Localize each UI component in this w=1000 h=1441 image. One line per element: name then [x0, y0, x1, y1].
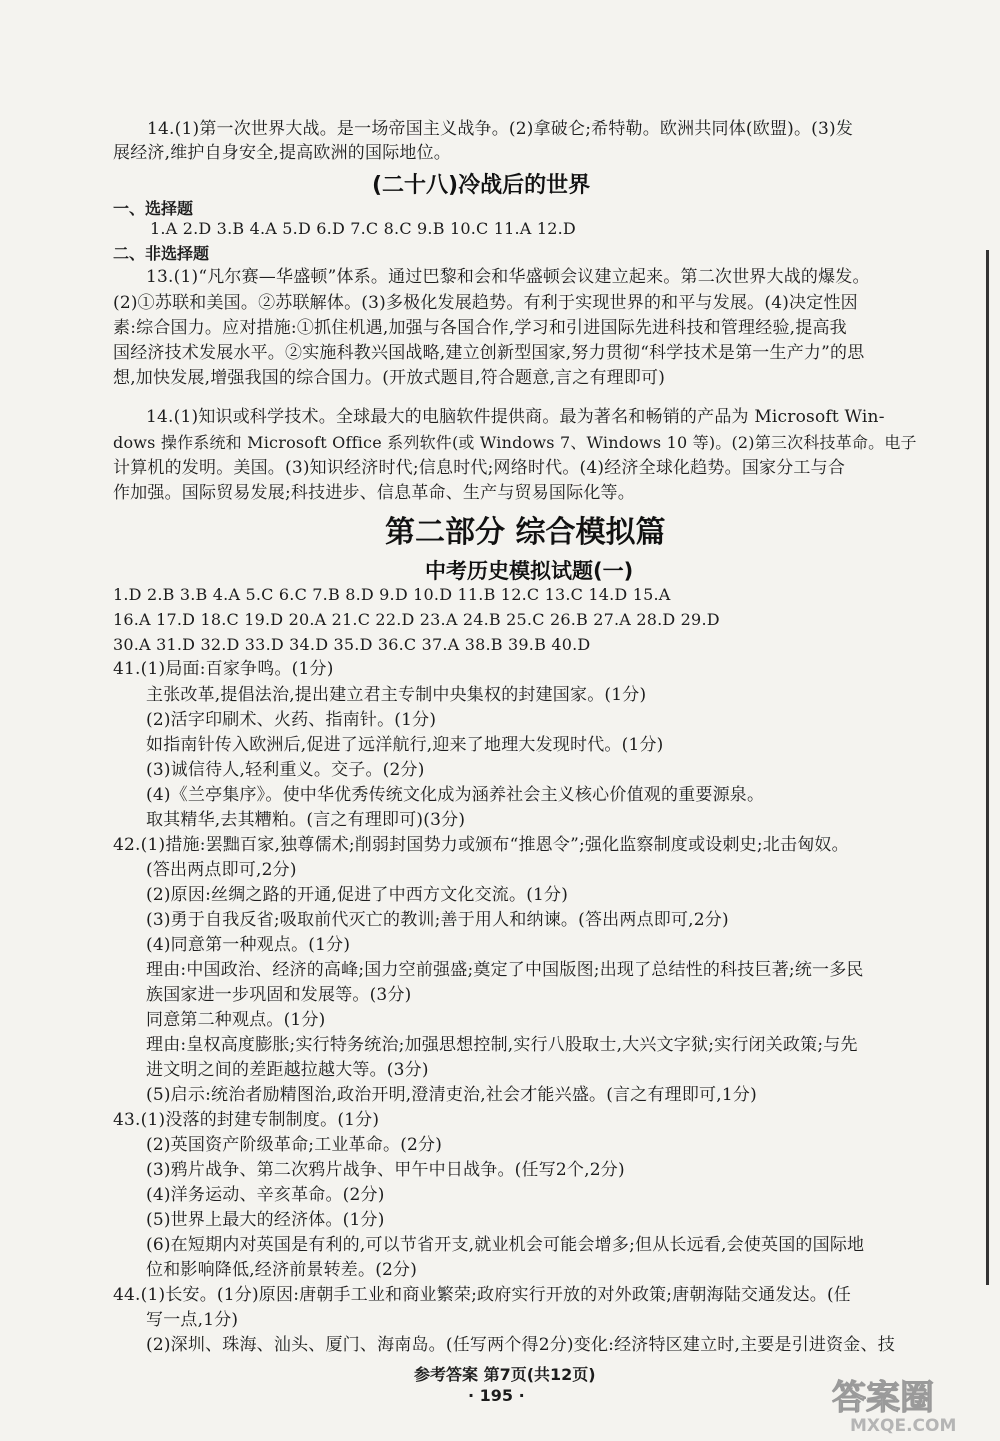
text-line: 展经济,维护自身安全,提高欧洲的国际地位。 [113, 143, 452, 163]
q41-line: 如指南针传入欧洲后,促进了远洋航行,迎来了地理大发现时代。(1分) [146, 735, 664, 755]
q42-line: (4)同意第一种观点。(1分) [146, 935, 351, 955]
q42-line: (2)原因:丝绸之路的开通,促进了中西方文化交流。(1分) [146, 885, 569, 905]
q42-line: (3)勇于自我反省;吸取前代灭亡的教训;善于用人和纳谏。(答出两点即可,2分) [146, 910, 729, 930]
footer-label: 参考答案 第7页(共12页) [414, 1365, 596, 1384]
q41-line: 41.(1)局面:百家争鸣。(1分) [113, 659, 334, 679]
q42-line: 理由:中国政治、经济的高峰;国力空前强盛;奠定了中国版图;出现了总结性的科技巨著;统一多民 [146, 960, 864, 980]
q44-line: 44.(1)长安。(1分)原因:唐朝手工业和商业繁荣;政府实行开放的对外政策;唐朝海陆交通发达。(任 [113, 1285, 852, 1305]
q42-line: 同意第二种观点。(1分) [146, 1010, 326, 1030]
text-line: 13.(1)“凡尔赛—华盛顿”体系。通过巴黎和会和华盛顿会议建立起来。第二次世界大战的爆发。 [146, 267, 870, 287]
q43-line: (4)洋务运动、辛亥革命。(2分) [146, 1185, 385, 1205]
answer-row: 1.D 2.B 3.B 4.A 5.C 6.C 7.B 8.D 9.D 10.D 11.B 12.C 13.C 14.D 15.A [113, 585, 671, 604]
exam-subtitle: 中考历史模拟试题(一) [425, 559, 634, 583]
text-line: dows 操作系统和 Microsoft Office 系列软件(或 Windows 7、Windows 10 等)。(2)第三次科技革命。电子 [113, 433, 917, 452]
watermark-url: MXQE.COM [850, 1416, 957, 1435]
page-number: · 195 · [468, 1386, 525, 1405]
q42-line: 42.(1)措施:罢黜百家,独尊儒术;削弱封国势力或颁布“推恩令”;强化监察制度或设刺史;北击匈奴。 [113, 835, 849, 855]
q43-line: (2)英国资产阶级革命;工业革命。(2分) [146, 1135, 443, 1155]
text-line: 作加强。国际贸易发展;科技进步、信息革命、生产与贸易国际化等。 [113, 483, 635, 503]
text-line: 想,加快发展,增强我国的综合国力。(开放式题目,符合题意,言之有理即可) [113, 368, 666, 388]
q43-line: (3)鸦片战争、第二次鸦片战争、甲午中日战争。(任写2个,2分) [146, 1160, 625, 1180]
q44-line: 写一点,1分) [146, 1310, 239, 1330]
answer-row: 30.A 31.D 32.D 33.D 34.D 35.D 36.C 37.A 38.B 39.B 40.D [113, 635, 591, 654]
watermark-logo [828, 1373, 988, 1435]
q41-line: (3)诚信待人,轻利重义。交子。(2分) [146, 760, 425, 780]
q41-line: 取其精华,去其糟粕。(言之有理即可)(3分) [146, 810, 466, 830]
watermark-icon [828, 1373, 988, 1435]
part-title: 第二部分 综合模拟篇 [385, 515, 666, 550]
q42-line: (答出两点即可,2分) [146, 860, 297, 880]
text-line: 14.(1)第一次世界大战。是一场帝国主义战争。(2)拿破仑;希特勒。欧洲共同体(欧盟)。(3)发 [147, 119, 854, 139]
choice-answers: 1.A 2.D 3.B 4.A 5.D 6.D 7.C 8.C 9.B 10.C 11.A 12.D [150, 219, 576, 238]
q43-line: 位和影响降低,经济前景转差。(2分) [146, 1260, 418, 1280]
watermark-text: 答案圈 [832, 1378, 934, 1418]
q43-line: (5)世界上最大的经济体。(1分) [146, 1210, 385, 1230]
q44-line: (2)深圳、珠海、汕头、厦门、海南岛。(任写两个得2分)变化:经济特区建立时,主要是引进资金、技 [146, 1335, 895, 1355]
section-title: (二十八)冷战后的世界 [372, 173, 591, 198]
q41-line: (2)活字印刷术、火药、指南针。(1分) [146, 710, 437, 730]
q43-line: (6)在短期内对英国是有利的,可以节省开支,就业机会可能会增多;但从长远看,会使英国的国际地 [146, 1235, 865, 1255]
binding-rule [986, 250, 989, 1285]
choice-section-label: 一、选择题 [113, 199, 194, 218]
q42-line: 进文明之间的差距越拉越大等。(3分) [146, 1060, 429, 1080]
q42-line: 理由:皇权高度膨胀;实行特务统治;加强思想控制,实行八股取士,大兴文字狱;实行闭关政策;与先 [146, 1035, 858, 1055]
q43-line: 43.(1)没落的封建专制制度。(1分) [113, 1110, 380, 1130]
text-line: 14.(1)知识或科学技术。全球最大的电脑软件提供商。最为著名和畅销的产品为 Microsoft Win- [146, 407, 885, 427]
text-line: 素:综合国力。应对措施:①抓住机遇,加强与各国合作,学习和引进国际先进科技和管理经验,提高我 [113, 318, 847, 338]
nonchoice-section-label: 二、非选择题 [113, 244, 210, 263]
q41-line: (4)《兰亭集序》。使中华优秀传统文化成为涵养社会主义核心价值观的重要源泉。 [146, 785, 765, 805]
text-line: 国经济技术发展水平。②实施科教兴国战略,建立创新型国家,努力贯彻“科学技术是第一生产力”的思 [113, 343, 865, 363]
q42-line: 族国家进一步巩固和发展等。(3分) [146, 985, 412, 1005]
text-line: 计算机的发明。美国。(3)知识经济时代;信息时代;网络时代。(4)经济全球化趋势。国家分工与合 [113, 458, 846, 478]
text-line: (2)①苏联和美国。②苏联解体。(3)多极化发展趋势。有利于实现世界的和平与发展。(4)决定性因 [113, 293, 858, 313]
answer-row: 16.A 17.D 18.C 19.D 20.A 21.C 22.D 23.A 24.B 25.C 26.B 27.A 28.D 29.D [113, 610, 720, 629]
q41-line: 主张改革,提倡法治,提出建立君主专制中央集权的封建国家。(1分) [146, 685, 647, 705]
q42-line: (5)启示:统治者励精图治,政治开明,澄清吏治,社会才能兴盛。(言之有理即可,1分) [146, 1085, 757, 1105]
